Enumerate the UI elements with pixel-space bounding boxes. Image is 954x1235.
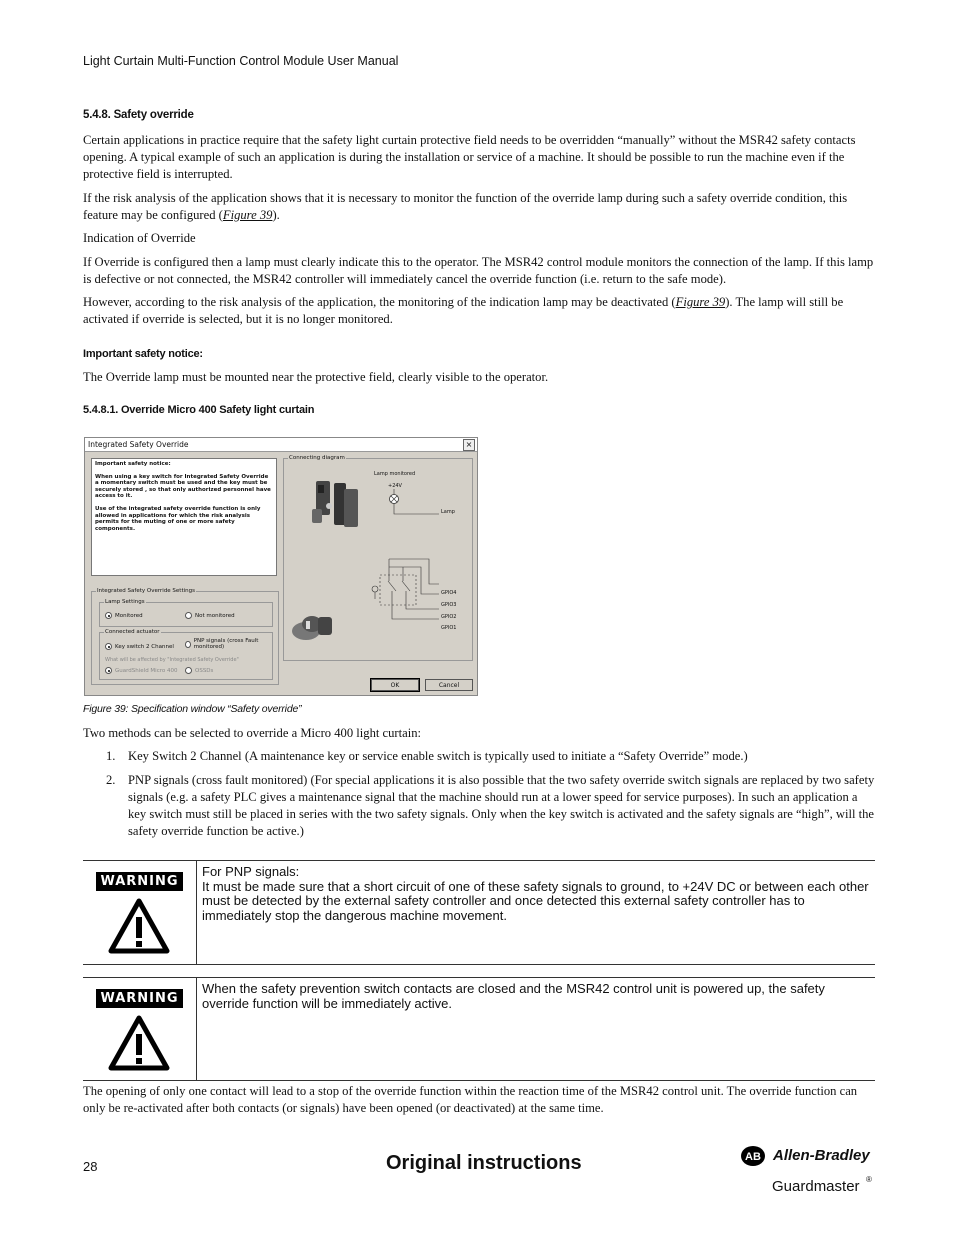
settings-group-label: Integrated Safety Override Settings	[97, 588, 195, 594]
cancel-button[interactable]: Cancel	[425, 679, 473, 691]
dialog-notice-p1: When using a key switch for Integrated Safety Override a momentary switch must be used and the key must be securely stored , so that only authorized personnel have access to it.	[95, 473, 271, 500]
pnp-signals-radio[interactable]: PNP signals (cross Fault monitored)	[185, 639, 265, 650]
list-item	[83, 748, 875, 765]
settings-group	[91, 588, 279, 685]
lamp-settings-group	[99, 599, 273, 627]
allen-bradley-logo	[740, 1145, 766, 1172]
paragraph-indication-title: Indication of Override	[83, 231, 196, 245]
figure-caption: Figure 39: Specification window “Safety override”	[83, 703, 302, 715]
warning-line2: When the safety prevention switch contacts are closed and the MSR42 control unit is powered up, the safety override function will be immediately active.	[202, 981, 825, 1011]
divider	[196, 978, 197, 1080]
radio-icon	[185, 612, 192, 619]
ok-button[interactable]: OK	[371, 679, 419, 691]
close-icon[interactable]: ×	[463, 439, 475, 451]
list-item-text: Key Switch 2 Channel (A maintenance key or service enable switch is typically used to initiate a “Safety Override” mode.)	[128, 749, 748, 763]
lamp-monitored-radio[interactable]: Monitored	[105, 612, 143, 619]
notice-text: The Override lamp must be mounted near the protective field, clearly visible to the operator.	[83, 370, 549, 384]
gpio1-label: GPIO1	[441, 625, 457, 631]
warning-badge: WARNING	[96, 872, 183, 891]
subsection-heading: 5.4.8.1. Override Micro 400 Safety light curtain	[83, 404, 315, 416]
warning-triangle-icon	[108, 1015, 170, 1071]
ab-mark: AB	[745, 1151, 761, 1163]
paragraph-override-lamp: If Override is configured then a lamp must clearly indicate this to the operator. The MSR42 control module monitors the connection of the lamp. If this lamp is defective or not connected, the MSR42 controller will immediately cancel the override function (i.e. return to the safe mode).	[83, 255, 874, 286]
connecting-diagram-group	[283, 455, 473, 661]
lamp-monitored-label: Lamp monitored	[374, 471, 416, 477]
guardmaster-logo: Guardmaster	[772, 1178, 860, 1195]
list-item-text: PNP signals (cross fault monitored) (For special applications it is also possible that the two safety override switch signals are replaced by two safety signals (e.g. a safety PLC gives a maintenance signal that the machine should run at a lower speed for service purposes). In such an application a key switch must still be placed in series with the two safety signals. Only when the key switch is activated and the safety signals are “high”, will the safety override function be active.)	[128, 773, 875, 838]
notice-heading: Important safety notice:	[83, 348, 203, 360]
gpio2-label: GPIO2	[441, 614, 457, 620]
warning-line2: It must be made sure that a short circuit of one of these safety signals to ground, to +24V DC or between each other must be detected by the external safety controller and once detected this external safety controller has to immediately stop the dangerous machine movement.	[202, 878, 869, 923]
key-switch-image	[292, 616, 332, 640]
paragraph-risk-analysis: If the risk analysis of the application shows that it is necessary to monitor the function of the override lamp during such a safety override condition, this feature may be configured (Figure 39).	[83, 191, 848, 222]
list-item-number: 1.	[106, 749, 116, 763]
gpio3-label: GPIO3	[441, 602, 457, 608]
connecting-diagram-label: Connecting diagram	[289, 455, 345, 461]
paragraph-intro: Certain applications in practice require that the safety light curtain protective field needs to be overridden “manually” without the MSR42 safety contacts opening. A typical example of such an application is during the installation or service of a machine. It should be possible to run the machine even if the protective field is interrupted.	[83, 133, 856, 181]
warning-triangle-icon	[108, 898, 170, 954]
figure-39-link[interactable]: Figure 39	[222, 208, 273, 222]
actuator-group-label: Connected actuator	[105, 629, 160, 635]
radio-selected-icon	[105, 612, 112, 619]
paragraph-deactivation: However, according to the risk analysis of the application, the monitoring of the indication lamp may be deactivated (Figure 39). The lamp will still be activated if override is selected, but it is no longer monitored.	[83, 295, 844, 326]
light-curtain-image	[312, 481, 358, 527]
list-item	[83, 772, 875, 842]
dialog-title: Integrated Safety Override	[85, 438, 477, 452]
switch-circuit	[372, 559, 439, 619]
dialog-notice-p2: Use of the integrated safety override function is only allowed in applications for which the risk analysis permits for the muting of one or more safety components.	[95, 505, 261, 532]
list-item-number: 2.	[106, 773, 116, 787]
registered-mark: ®	[866, 1175, 872, 1184]
actuator-group	[99, 629, 273, 680]
radio-icon	[185, 641, 191, 648]
radio-selected-icon	[105, 667, 112, 674]
radio-icon	[185, 667, 192, 674]
closing-paragraph: The opening of only one contact will lead to a stop of the override function within the reaction time of the MSR42 control unit. The override function can only be re-activated after both contacts (or signals) have been opened (or deactivated) at the same time.	[83, 1084, 858, 1115]
dialog-notice-box	[91, 458, 277, 576]
voltage-label: +24V	[388, 483, 402, 489]
warning-text	[202, 865, 870, 923]
page-number: 28	[83, 1159, 98, 1174]
affected-micro400-radio[interactable]: GuardShield Micro 400	[105, 667, 177, 674]
figure-39-link[interactable]: Figure 39	[675, 295, 726, 309]
warning-line1: For PNP signals:	[202, 864, 300, 879]
warning-text	[202, 982, 870, 1011]
warning-badge: WARNING	[96, 989, 183, 1008]
divider	[196, 861, 197, 964]
gpio4-label: GPIO4	[441, 590, 457, 596]
lamp-label: Lamp	[441, 509, 455, 515]
running-header: Light Curtain Multi-Function Control Module User Manual	[83, 54, 399, 68]
key-switch-radio[interactable]: Key switch 2 Channel	[105, 643, 174, 650]
affected-ossds-radio[interactable]: OSSDs	[185, 667, 213, 674]
brand-name: Allen-Bradley	[773, 1147, 870, 1164]
methods-intro: Two methods can be selected to override a Micro 400 light curtain:	[83, 726, 421, 740]
radio-selected-icon	[105, 643, 112, 650]
lamp-not-monitored-radio[interactable]: Not monitored	[185, 612, 235, 619]
safety-override-dialog	[84, 437, 478, 696]
footer-title: Original instructions	[386, 1152, 582, 1174]
section-heading: 5.4.8. Safety override	[83, 109, 194, 121]
warning-box	[83, 977, 875, 1081]
dialog-notice-title: Important safety notice:	[95, 461, 171, 467]
lamp-settings-label: Lamp Settings	[105, 599, 145, 605]
affected-label: What will be affected by "Integrated Safety Override"	[105, 657, 239, 663]
warning-box	[83, 860, 875, 965]
